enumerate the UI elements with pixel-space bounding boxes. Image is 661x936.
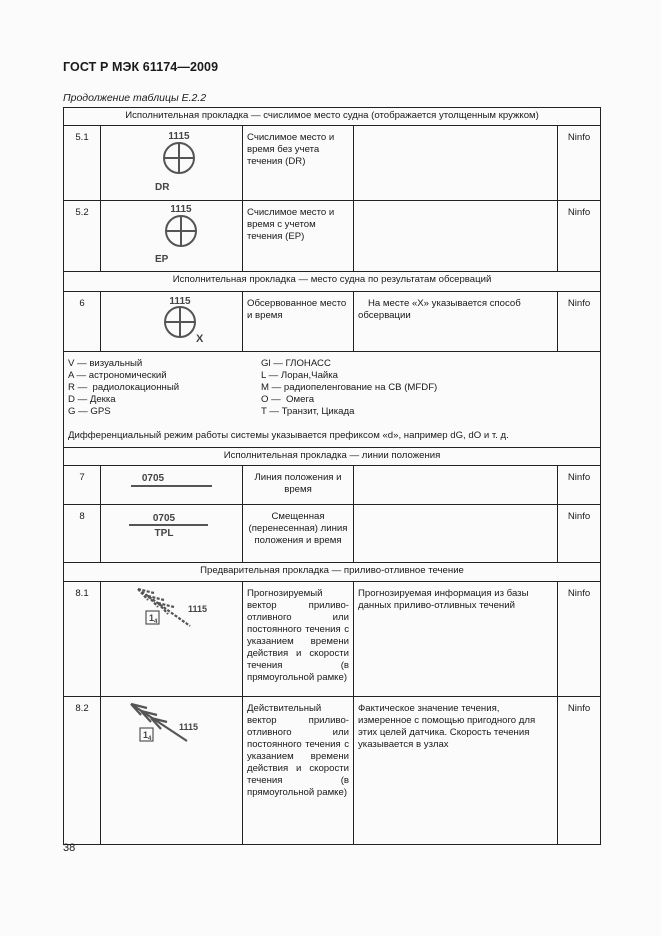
row-description: Смещенная (перенесенная) линия положения и время: [243, 505, 354, 563]
symbol-cell: [101, 505, 243, 563]
predicted-tidal-vector-icon: [101, 582, 242, 692]
row-description: Обсервованное место и время: [243, 292, 354, 352]
row-info: Ninfo: [558, 582, 601, 697]
symbols-table: [63, 107, 601, 845]
row-description: Действительный вектор приливо-отливного или постоянного течения с указанием времени действия и скорости течения (в прямоугольной рамке): [243, 697, 354, 845]
differential-mode-note: Дифференциальный режим работы системы указывается префиксом «d», например dG, dO и т. д.: [68, 430, 509, 441]
symbol-time: 1115: [170, 204, 192, 215]
symbol-label: EP: [155, 254, 169, 265]
row-note: [354, 126, 558, 201]
table-row: [64, 697, 601, 845]
row-info: Ninfo: [558, 126, 601, 201]
code-item: Gl — ГЛОНАСС: [261, 358, 331, 369]
symbol-time: 1115: [179, 722, 199, 732]
symbol-cell: [101, 466, 243, 505]
row-note: [354, 466, 558, 505]
symbol-time: 0705: [152, 513, 176, 524]
row-description: Счислимое место и время без учета течения (DR): [243, 126, 354, 201]
symbol-label: DR: [155, 182, 170, 193]
dead-reckoning-position-icon: [101, 126, 242, 196]
section-header: [64, 108, 601, 126]
table-row: [64, 466, 601, 505]
row-number: 5.2: [64, 201, 101, 272]
code-item: T — Транзит, Цикада: [261, 406, 355, 417]
speed-value: 1: [149, 613, 155, 623]
line-of-position-icon: [101, 466, 242, 500]
section-title: Исполнительная прокладка — счислимое место судна (отображается утолщенным кружком): [64, 108, 601, 126]
row-note: [354, 201, 558, 272]
table-row: [64, 505, 601, 563]
codes-left-column: [68, 358, 261, 418]
page-number: 38: [63, 842, 76, 854]
row-note: На месте «X» указывается способ обсервации: [354, 292, 558, 352]
row-info: Ninfo: [558, 292, 601, 352]
symbol-time: 1115: [169, 296, 191, 307]
code-item: D — Декка: [68, 394, 116, 405]
row-info: Ninfo: [558, 201, 601, 272]
row-number: 8.2: [64, 697, 101, 845]
estimated-position-icon: [101, 201, 242, 267]
row-description: Счислимое место и время с учетом течения (EP): [243, 201, 354, 272]
transferred-line-of-position-icon: [101, 505, 242, 558]
section-header: [64, 563, 601, 582]
symbol-cell: [101, 126, 243, 201]
codes-right-column: [261, 358, 454, 418]
table-row: [64, 126, 601, 201]
observation-methods-cell: [64, 352, 601, 448]
speed-subscript: 4: [154, 619, 158, 625]
row-number: 7: [64, 466, 101, 505]
speed-value: 1: [143, 730, 149, 740]
row-info: Ninfo: [558, 697, 601, 845]
row-note: [354, 505, 558, 563]
code-item: G — GPS: [68, 406, 111, 417]
section-title: Исполнительная прокладка — место судна по результатам обсерваций: [64, 272, 601, 292]
speed-subscript: 4: [148, 736, 152, 742]
row-number: 8: [64, 505, 101, 563]
code-item: R — радиолокационный: [68, 382, 180, 393]
observation-methods-row: [64, 352, 601, 448]
row-info: Ninfo: [558, 505, 601, 563]
code-item: L — Лоран,Чайка: [261, 370, 339, 381]
table-row: [64, 582, 601, 697]
symbol-label: X: [196, 333, 204, 345]
row-note: Фактическое значение течения, измеренное с помощью пригодного для этих целей датчика. Скорость течения указывается в узлах: [354, 697, 558, 845]
symbol-cell: [101, 201, 243, 272]
table-caption: Продолжение таблицы Е.2.2: [63, 92, 207, 104]
document-header: ГОСТ Р МЭК 61174—2009: [63, 60, 219, 74]
row-note: Прогнозируемая информация из базы данных приливо-отливных течений: [354, 582, 558, 697]
symbol-cell: [101, 292, 243, 352]
code-item: M — радиопеленгование на СВ (MFDF): [261, 382, 438, 393]
section-header: [64, 448, 601, 466]
code-item: V — визуальный: [68, 358, 143, 369]
row-info: Ninfo: [558, 466, 601, 505]
code-item: O — Омега: [261, 394, 315, 405]
section-title: Предварительная прокладка — приливо-отливное течение: [64, 563, 601, 582]
symbol-time: 0705: [141, 473, 165, 484]
row-number: 6: [64, 292, 101, 352]
symbol-label: TPL: [154, 528, 174, 539]
symbol-time: 1115: [188, 604, 208, 614]
section-header: [64, 272, 601, 292]
row-number: 8.1: [64, 582, 101, 697]
symbol-cell: [101, 697, 243, 845]
symbol-time: 1115: [168, 131, 190, 142]
table-row: [64, 292, 601, 352]
observed-position-icon: [101, 292, 242, 347]
actual-tidal-vector-icon: [101, 697, 242, 840]
code-item: A — астрономический: [68, 370, 167, 381]
symbol-cell: [101, 582, 243, 697]
section-title: Исполнительная прокладка — линии положения: [64, 448, 601, 466]
observation-method-codes: [68, 358, 596, 418]
row-description: Прогнозируемый вектор приливо-отливного или постоянного течения с указанием времени действия и скорости течения (в прямоугольной рамке): [243, 582, 354, 697]
row-number: 5.1: [64, 126, 101, 201]
table-row: [64, 201, 601, 272]
row-description: Линия положения и время: [243, 466, 354, 505]
